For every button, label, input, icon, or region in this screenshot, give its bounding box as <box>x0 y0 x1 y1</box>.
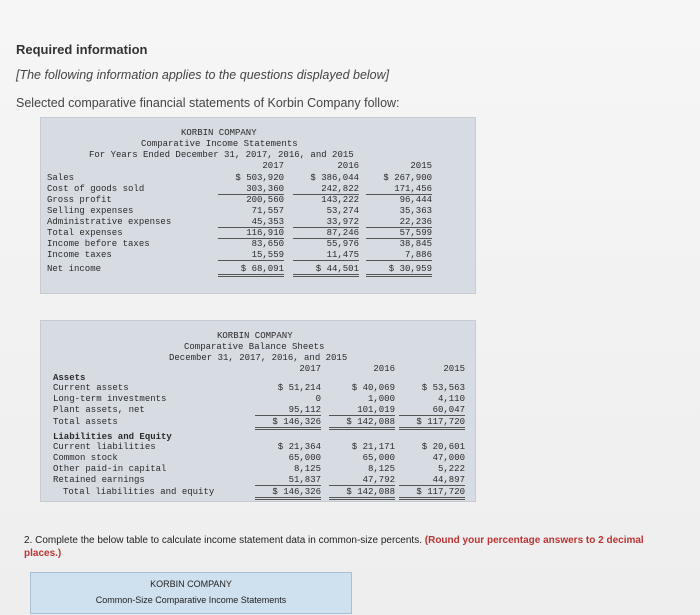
row-label-cogs: Cost of goods sold <box>47 184 145 194</box>
row-label-common-stock: Common stock <box>53 453 118 463</box>
table-cell: 44,897 <box>399 475 465 486</box>
row-label-income-before-taxes: Income before taxes <box>47 239 150 249</box>
applies-note: [The following information applies to the questions displayed below] <box>16 68 390 82</box>
table-cell: $ 142,088 <box>329 417 395 430</box>
balance-company: KORBIN COMPANY <box>217 331 293 341</box>
row-label-retained-earnings: Retained earnings <box>53 475 145 485</box>
row-label-total-expenses: Total expenses <box>47 228 123 238</box>
table-cell: 83,650 <box>251 239 284 249</box>
balance-period: December 31, 2017, 2016, and 2015 <box>169 353 348 363</box>
row-label-long-term-investments: Long-term investments <box>53 394 167 404</box>
table-cell: 15,559 <box>218 250 284 261</box>
row-label-sales: Sales <box>47 173 75 183</box>
row-label-current-assets: Current assets <box>53 383 129 393</box>
row-label-current-liabilities: Current liabilities <box>53 442 156 452</box>
table-cell: $ 51,214 <box>277 383 321 393</box>
table-cell: 171,456 <box>366 184 432 195</box>
table-cell: 65,000 <box>362 453 395 463</box>
table-cell: 8,125 <box>367 464 395 474</box>
row-label-income-taxes: Income taxes <box>47 250 112 260</box>
table-cell: $ 30,959 <box>366 264 432 277</box>
table-cell: $ 117,720 <box>399 487 465 500</box>
table-cell: $ 503,920 <box>235 173 284 183</box>
income-company: KORBIN COMPANY <box>181 128 257 138</box>
table-cell: 303,360 <box>218 184 284 195</box>
table-cell: 45,353 <box>218 217 284 228</box>
table-cell: 51,837 <box>255 475 321 486</box>
table-cell: $ 146,326 <box>255 417 321 430</box>
table-cell: $ 20,601 <box>421 442 465 452</box>
balance-year-2017: 2017 <box>299 364 321 374</box>
table-cell: 60,047 <box>399 405 465 416</box>
table-cell: 1,000 <box>367 394 395 404</box>
income-year-2017: 2017 <box>262 161 284 171</box>
table-cell: $ 142,088 <box>329 487 395 500</box>
row-label-other-paid-in: Other paid-in capital <box>53 464 167 474</box>
row-label-admin: Administrative expenses <box>47 217 172 227</box>
common-size-company: KORBIN COMPANY <box>150 579 232 589</box>
table-cell: 96,444 <box>399 195 432 205</box>
table-cell: 38,845 <box>399 239 432 249</box>
table-cell: $ 68,091 <box>218 264 284 277</box>
required-information-title: Required information <box>16 42 148 57</box>
table-cell: 47,000 <box>432 453 465 463</box>
income-period: For Years Ended December 31, 2017, 2016, and 2015 <box>89 150 354 160</box>
assets-heading: Assets <box>53 373 86 383</box>
table-cell: 55,976 <box>326 239 359 249</box>
income-statement-panel <box>40 117 476 294</box>
table-cell: 5,222 <box>437 464 465 474</box>
table-cell: 0 <box>315 394 321 404</box>
common-size-title: Common-Size Comparative Income Statements <box>95 595 287 605</box>
liabilities-heading: Liabilities and Equity <box>53 432 172 442</box>
question-2 <box>24 534 674 560</box>
balance-title: Comparative Balance Sheets <box>184 342 325 352</box>
balance-year-2016: 2016 <box>373 364 395 374</box>
table-cell: $ 117,720 <box>399 417 465 430</box>
table-cell: 53,274 <box>326 206 359 216</box>
question-instruction: (Round your percentage answers to 2 decimal places.) <box>24 535 644 559</box>
table-cell: $ 40,069 <box>351 383 395 393</box>
table-cell: 22,236 <box>366 217 432 228</box>
balance-sheet-panel <box>40 320 476 502</box>
table-cell: 116,910 <box>218 228 284 239</box>
table-cell: $ 386,044 <box>310 173 359 183</box>
table-cell: 65,000 <box>288 453 321 463</box>
balance-year-2015: 2015 <box>443 364 465 374</box>
table-cell: 11,475 <box>293 250 359 261</box>
row-label-total-liabilities-equity: Total liabilities and equity <box>63 487 215 497</box>
table-cell: 33,972 <box>293 217 359 228</box>
table-cell: 7,886 <box>366 250 432 261</box>
question-text: 2. Complete the below table to calculate income statement data in common-size percents. <box>24 535 422 546</box>
table-cell: $ 53,563 <box>421 383 465 393</box>
income-year-2015: 2015 <box>410 161 432 171</box>
table-cell: $ 21,364 <box>277 442 321 452</box>
row-label-total-assets: Total assets <box>53 417 118 427</box>
table-cell: $ 267,900 <box>383 173 432 183</box>
row-label-selling: Selling expenses <box>47 206 134 216</box>
table-cell: 8,125 <box>293 464 321 474</box>
table-cell: $ 21,171 <box>351 442 395 452</box>
table-cell: 4,110 <box>437 394 465 404</box>
row-label-net-income: Net income <box>47 264 102 274</box>
table-cell: 101,019 <box>329 405 395 416</box>
table-cell: 87,246 <box>293 228 359 239</box>
table-cell: $ 44,501 <box>293 264 359 277</box>
table-cell: $ 146,326 <box>255 487 321 500</box>
row-label-gross-profit: Gross profit <box>47 195 112 205</box>
income-title: Comparative Income Statements <box>141 139 298 149</box>
common-size-table-header <box>30 572 352 614</box>
table-cell: 95,112 <box>255 405 321 416</box>
table-cell: 143,222 <box>321 195 359 205</box>
intro-text: Selected comparative financial statements of Korbin Company follow: <box>16 96 400 110</box>
table-cell: 200,560 <box>246 195 284 205</box>
table-cell: 242,822 <box>293 184 359 195</box>
table-cell: 47,792 <box>329 475 395 486</box>
row-label-plant-assets: Plant assets, net <box>53 405 145 415</box>
table-cell: 71,557 <box>251 206 284 216</box>
income-year-2016: 2016 <box>337 161 359 171</box>
table-cell: 57,599 <box>366 228 432 239</box>
table-cell: 35,363 <box>399 206 432 216</box>
